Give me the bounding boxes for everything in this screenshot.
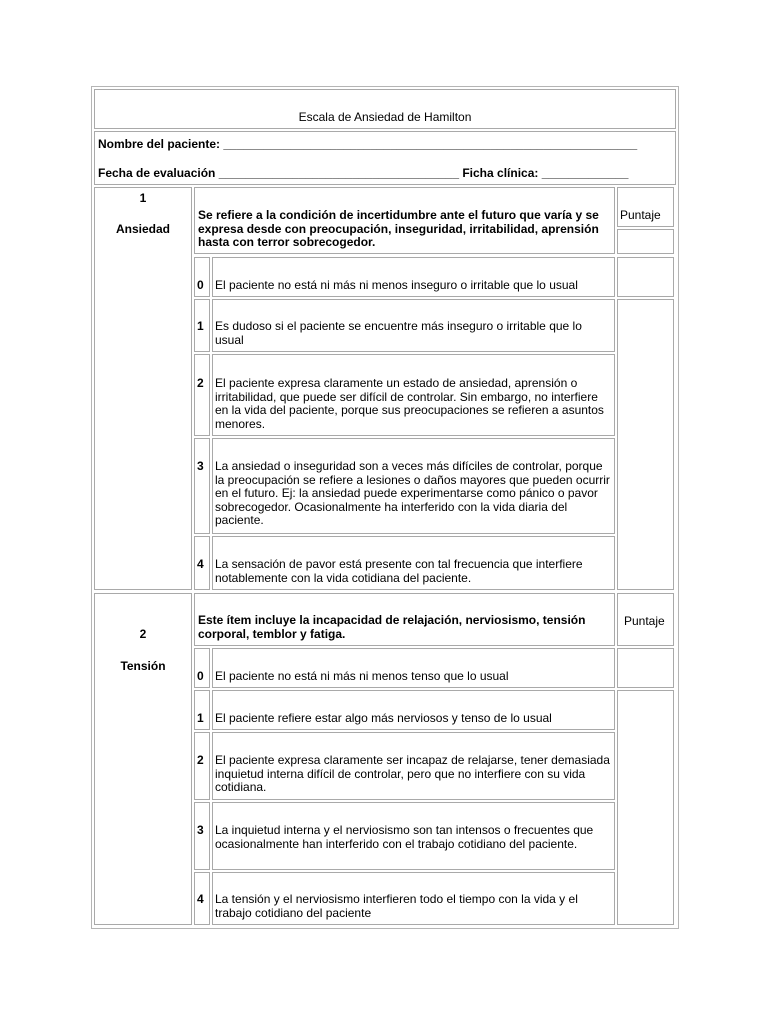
item-2-option-4-score: 4 — [197, 892, 204, 906]
item-2-option-2-score: 2 — [197, 753, 204, 767]
item-2-option-0-score: 0 — [197, 669, 204, 683]
item-1-option-1-score: 1 — [197, 319, 204, 333]
item-1-option-3-score: 3 — [197, 459, 204, 473]
item-1-option-2-score: 2 — [197, 376, 204, 390]
item-2-options-score-column — [617, 690, 674, 925]
clinical-record-field[interactable]: _____________ — [541, 166, 629, 180]
evaluation-date-row — [98, 166, 673, 180]
page-title: Escala de Ansiedad de Hamilton — [298, 110, 472, 124]
item-2-option-3-score: 3 — [197, 823, 204, 837]
clinical-record-label: Ficha clínica: — [462, 166, 539, 180]
item-1-option-2-text: El paciente expresa claramente un estado de ansiedad, aprensión o irritabilidad, que puede ser difícil de controlar. Sin embargo, no interfiere en la vida del paciente, porque sus preocupaciones se refieren a asuntos menores. — [215, 376, 604, 431]
item-2-option-4-text: La tensión y el nerviosismo interfieren todo el tiempo con la vida y el trabajo cotidiano del paciente — [215, 892, 578, 920]
item-1-option-0-score: 0 — [197, 278, 204, 292]
item-1-label-cell — [94, 187, 192, 590]
item-1-option-2-num-cell — [194, 354, 210, 436]
item-1-option-0-score-cell[interactable] — [617, 257, 674, 297]
item-1-option-3-text: La ansiedad o inseguridad son a veces más difíciles de controlar, porque la preocupación se refiere a lesiones o daños mayores que pueden ocurrir en el futuro. Ej: la ansiedad puede experimentarse como pánico o pavor sobrecogedor. Ocasionalmente ha interferido con la vida diaria del paciente. — [215, 459, 610, 528]
item-1-option-3-num-cell — [194, 438, 210, 534]
item-1-score-label: Puntaje — [620, 208, 661, 222]
item-2-score-label: Puntaje — [624, 614, 665, 628]
patient-name-label: Nombre del paciente: — [98, 137, 221, 151]
patient-name-row — [98, 137, 673, 151]
item-2-option-3-text: La inquietud interna y el nerviosismo son tan intensos o frecuentes que ocasionalmente han interferido con el trabajo cotidiano del paciente. — [215, 823, 594, 851]
item-2-option-0-text: El paciente no está ni más ni menos tenso que lo usual — [215, 669, 509, 683]
item-2-name: Tensión — [120, 659, 166, 673]
item-1-description: Se refiere a la condición de incertidumbre ante el futuro que varía y se expresa desde con preocupación, inseguridad, irritabilidad, aprensión hasta con terror sobrecogedor. — [198, 208, 599, 250]
item-2-option-2-text: El paciente expresa claramente ser incapaz de relajarse, tener demasiada inquietud interna difícil de controlar, pero que no interfiere con su vida cotidiana. — [215, 753, 610, 795]
item-1-option-1-text: Es dudoso si el paciente se encuentre más inseguro o irritable que lo usual — [215, 319, 582, 347]
item-1-options-score-column — [617, 299, 674, 590]
evaluation-date-label: Fecha de evaluación — [98, 166, 216, 180]
evaluation-date-field[interactable]: ____________________________________ — [218, 166, 459, 180]
item-2-option-0-score-cell[interactable] — [617, 648, 674, 688]
item-1-option-0-text: El paciente no está ni más ni menos inseguro o irritable que lo usual — [215, 278, 578, 292]
item-1-name: Ansiedad — [115, 222, 170, 236]
patient-name-field[interactable]: ______________________________________________________________ — [223, 137, 638, 151]
item-2-label-cell — [94, 593, 192, 925]
item-2-option-1-text: El paciente refiere estar algo más nerviosos y tenso de lo usual — [215, 711, 552, 725]
item-1-score-input[interactable] — [617, 229, 674, 254]
item-1-option-4-score: 4 — [197, 557, 204, 571]
item-1-number: 1 — [139, 191, 147, 205]
item-2-description: Este ítem incluye la incapacidad de relajación, nerviosismo, tensión corporal, temblor y fatiga. — [198, 613, 586, 641]
item-2-number: 2 — [139, 627, 147, 641]
item-2-option-1-score: 1 — [197, 711, 204, 725]
item-1-option-4-text: La sensación de pavor está presente con tal frecuencia que interfiere notablemente con la vida cotidiana del paciente. — [215, 557, 583, 585]
